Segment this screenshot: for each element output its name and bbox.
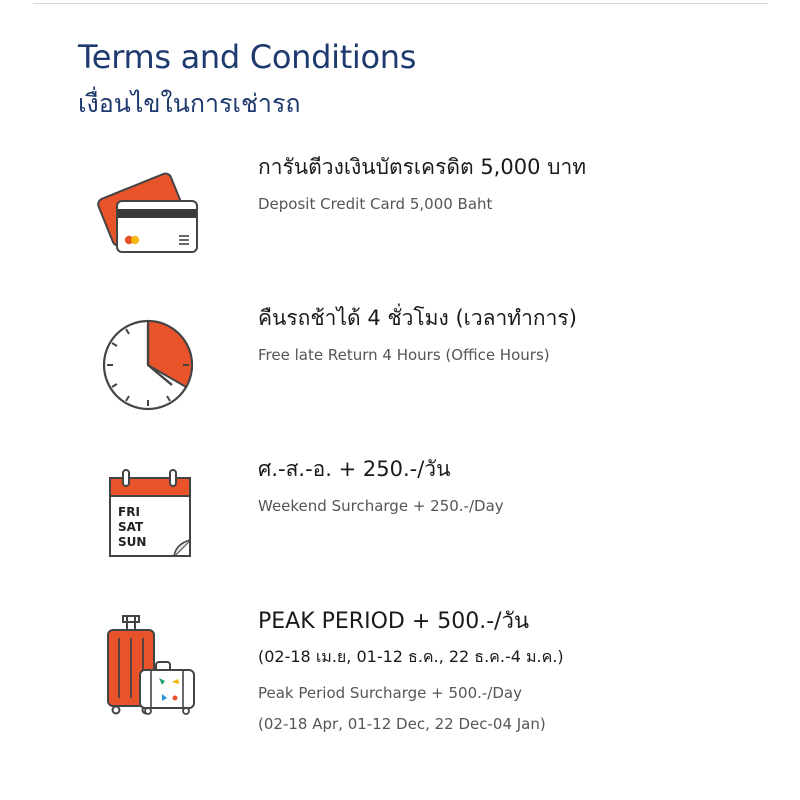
peak-english: Peak Period Surcharge + 500.-/Day (258, 684, 522, 702)
credit-card-icon (96, 168, 206, 258)
peak-dates-thai: (02-18 เม.ย, 01-12 ธ.ค., 22 ธ.ค.-4 ม.ค.) (258, 647, 564, 666)
luggage-icon (104, 612, 200, 716)
late-return-english: Free late Return 4 Hours (Office Hours) (258, 346, 550, 364)
peak-dates-english: (02-18 Apr, 01-12 Dec, 22 Dec-04 Jan) (258, 715, 546, 733)
deposit-english: Deposit Credit Card 5,000 Baht (258, 195, 493, 213)
deposit-heading: การันตีวงเงินบัตรเครดิต 5,000 บาท (258, 155, 587, 179)
page-title: Terms and Conditions (78, 38, 417, 76)
calendar-icon (106, 468, 196, 560)
peak-heading: PEAK PERIOD + 500.-/วัน (258, 609, 529, 634)
weekend-heading: ศ.-ส.-อ. + 250.-/วัน (258, 457, 451, 481)
calendar-sun-label: SUN (118, 535, 147, 549)
weekend-english: Weekend Surcharge + 250.-/Day (258, 497, 504, 515)
calendar-fri-label: FRI (118, 505, 140, 519)
calendar-sat-label: SAT (118, 520, 144, 534)
late-return-heading: คืนรถช้าได้ 4 ชั่วโมง (เวลาทำการ) (258, 306, 577, 330)
page-subtitle-thai: เงื่อนไขในการเช่ารถ (78, 89, 301, 118)
clock-icon (100, 318, 196, 414)
top-divider (33, 3, 768, 4)
